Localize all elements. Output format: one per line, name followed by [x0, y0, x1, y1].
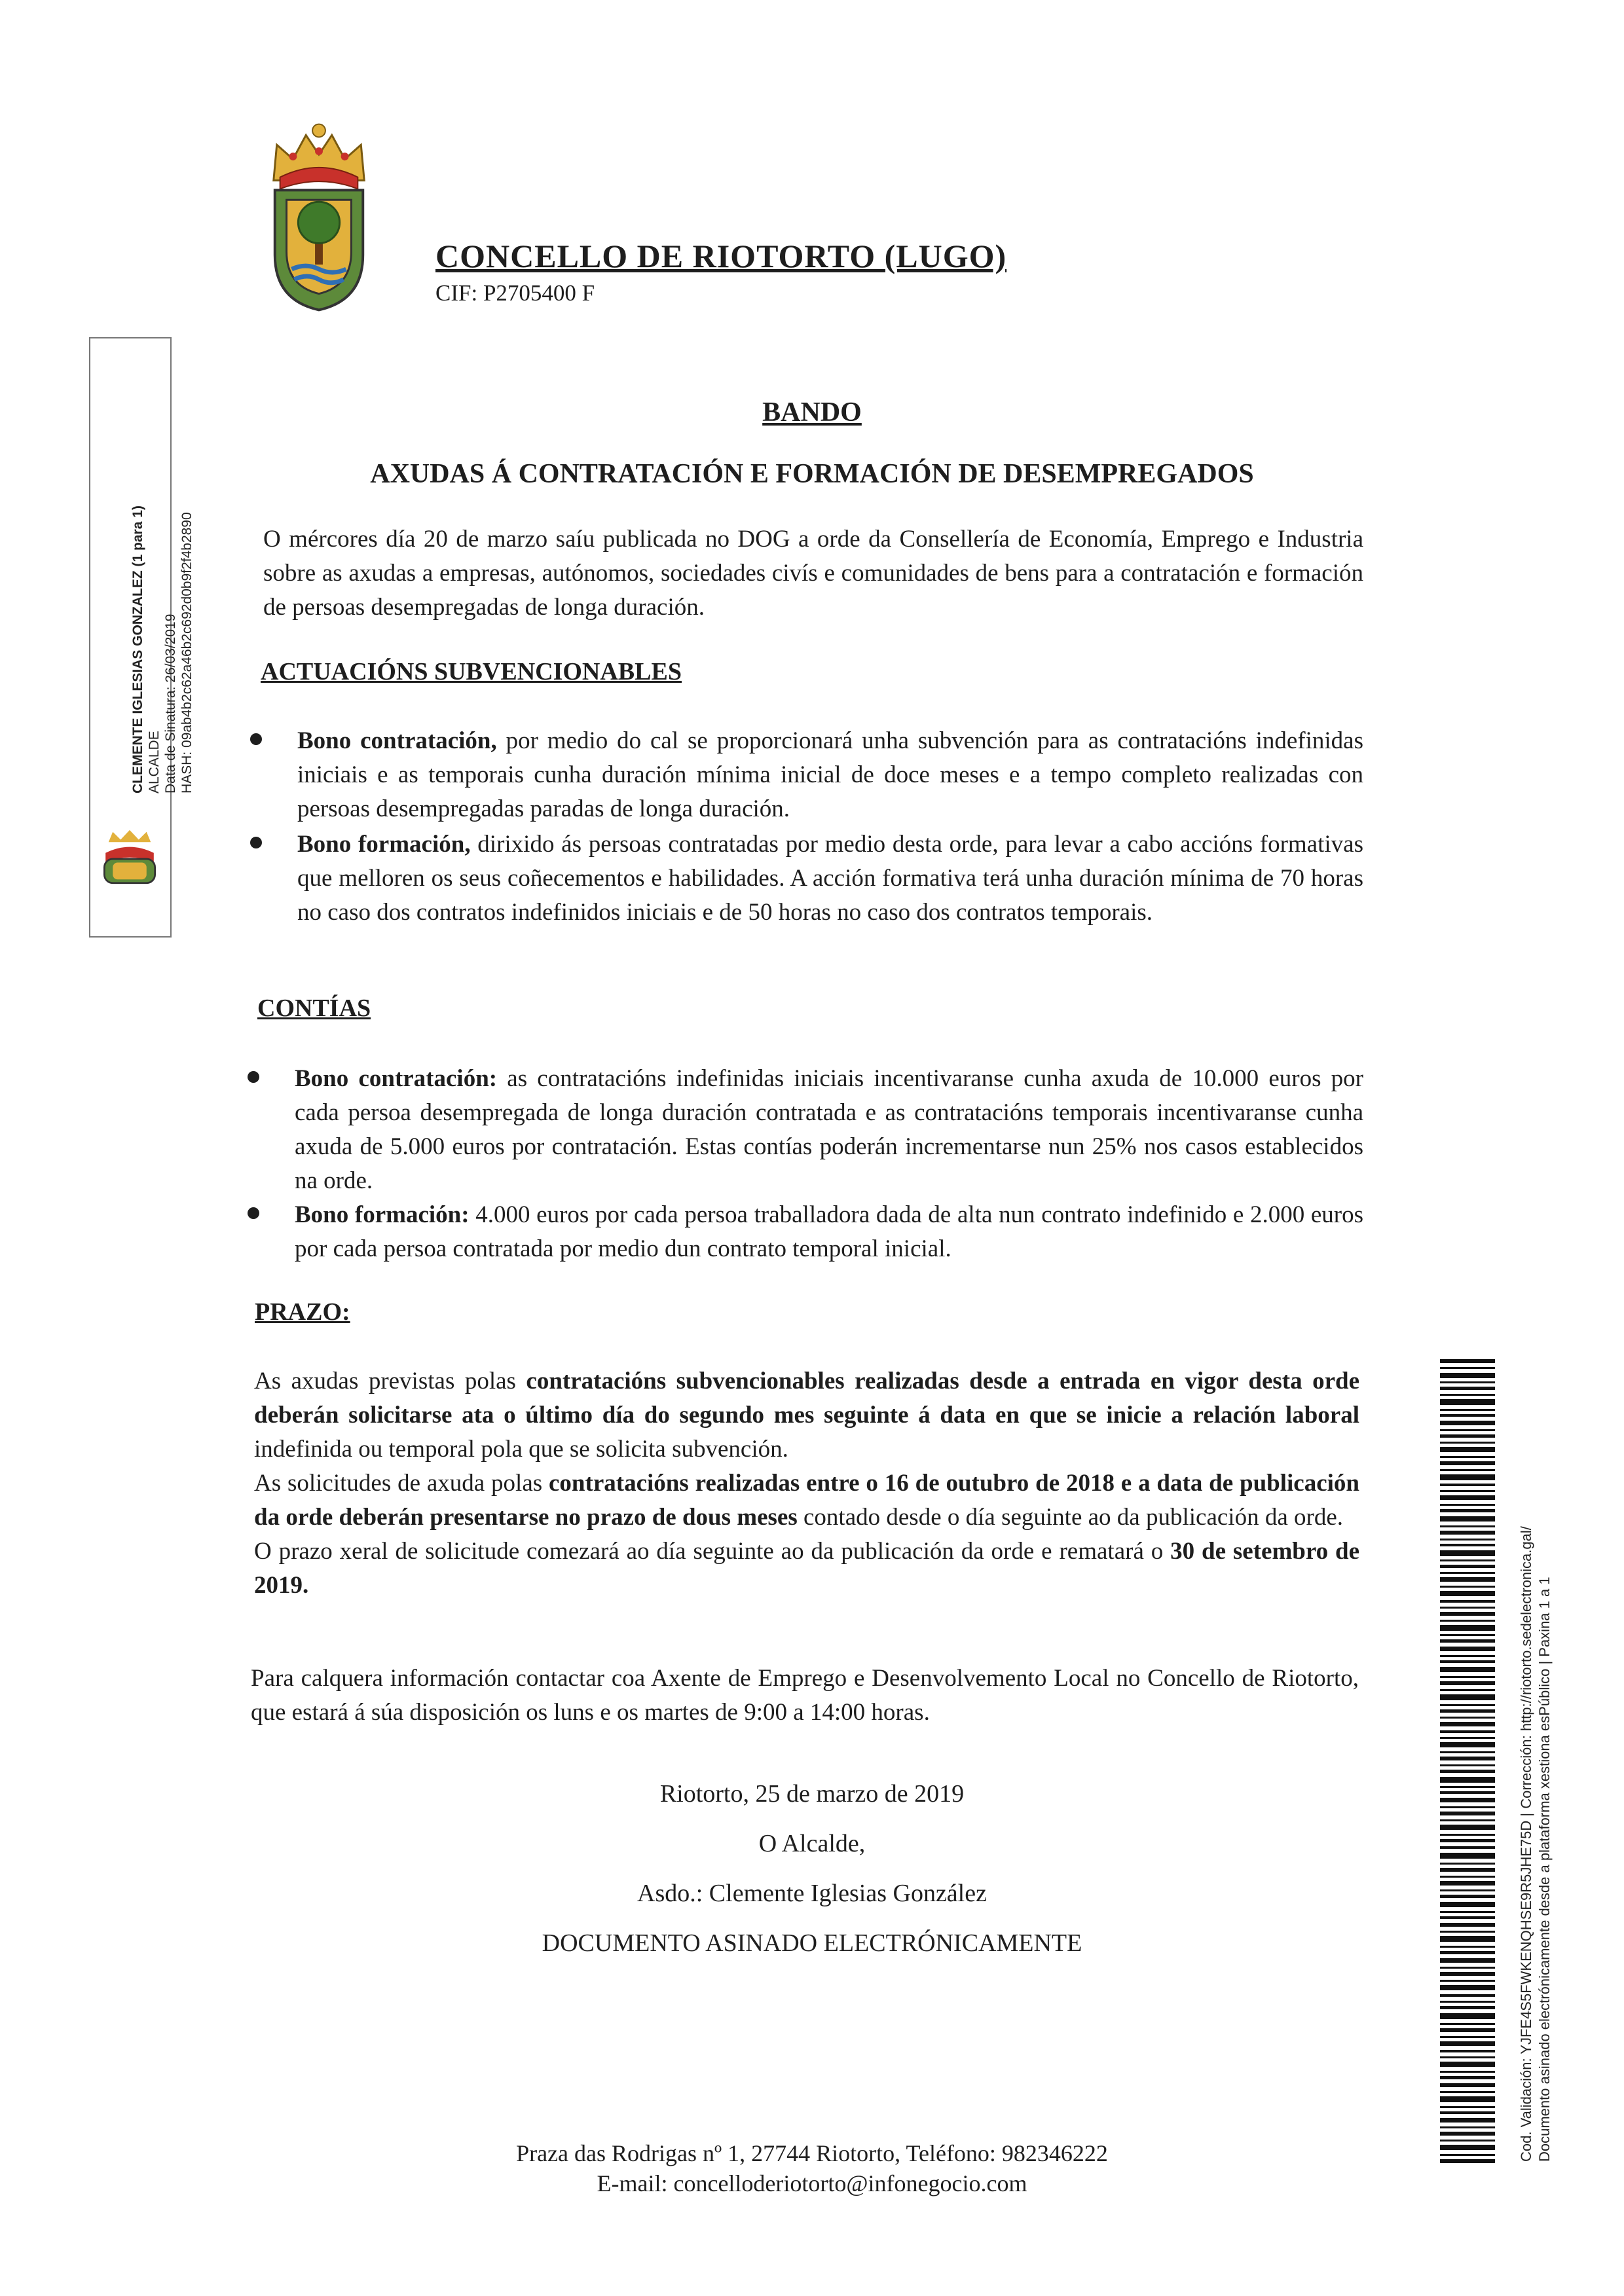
- validation-line-1: Cod. Validación: YJFE4S5FWKENQHSE9R5JHE75D | Corrección: http://riotorto.sedelectronica.gal/: [1518, 1526, 1534, 2162]
- prazo-text-part: contado desde o día seguinte ao da publicación da orde.: [797, 1504, 1343, 1531]
- prazo-paragraph: [254, 1364, 1359, 1467]
- signer-role: O Alcalde,: [758, 1830, 866, 1857]
- bullet-label: Bono formación:: [295, 1201, 470, 1228]
- stamp-signer: CLEMENTE IGLESIAS GONZALEZ (1 para 1): [130, 505, 145, 793]
- bullet-item: [248, 1198, 1363, 1266]
- bullet-text: [297, 828, 1363, 930]
- org-name: CONCELLO DE RIOTORTO (LUGO): [435, 238, 1007, 274]
- bullet-item: [250, 828, 1363, 930]
- bullet-item: [248, 1062, 1363, 1198]
- prazo-text-part: As solicitudes de axuda polas: [254, 1470, 549, 1497]
- bullet-dot: [248, 1071, 259, 1083]
- signer-name: Asdo.: Clemente Iglesias González: [637, 1880, 987, 1907]
- validation-text: [1517, 1526, 1554, 2162]
- bullet-dot: [248, 1207, 259, 1219]
- bullet-text: [295, 1062, 1363, 1198]
- bullet-body: as contratacións indefinidas iniciais incentivaranse cunha axuda de 10.000 euros por cada persoa desempregada de longa duración contratada e as contratacións temporais incentivaranse cunha axuda de 5.000 euros por contratación. Estas contías poderán incrementarse nun 25% nos casos establecidos na orde.: [295, 1065, 1363, 1194]
- place-date: Riotorto, 25 de marzo de 2019: [659, 1780, 965, 1808]
- bullet-body: por medio do cal se proporcionará unha subvención para as contratacións indefinidas iniciais e as temporais cunha duración mínima inicial de doce meses e a tempo completo realizadas con persoas desempregadas paradas de longa duración.: [297, 727, 1363, 822]
- bullet-item: [250, 724, 1363, 826]
- stamp-hash: HASH: 09ab4b2c62a46b2c692d0b9f2f4b2890: [179, 512, 194, 793]
- section-heading-actuacions: ACTUACIÓNS SUBVENCIONABLES: [261, 658, 682, 685]
- bullet-dot: [250, 733, 262, 745]
- bullet-label: Bono contratación,: [297, 727, 497, 754]
- section-heading-prazo: PRAZO:: [255, 1298, 350, 1326]
- prazo-text-part: As axudas previstas polas: [254, 1368, 526, 1394]
- bullet-text: [295, 1198, 1363, 1266]
- prazo-paragraph: [254, 1467, 1359, 1535]
- prazo-text: [254, 1364, 1359, 1603]
- prazo-text-bold: contratacións realizadas entre o 16 de outubro de 2018 e a data de publicación da orde deberán presentarse no prazo de dous meses: [254, 1470, 1360, 1531]
- prazo-text-part: indefinida ou temporal pola que se solicita subvención.: [254, 1436, 788, 1463]
- stamp-role: ALCALDE: [147, 731, 162, 793]
- coat-of-arms-icon: [261, 118, 377, 314]
- bullet-body: dirixido ás persoas contratadas por medio desta orde, para levar a cabo accións formativas que melloren os seus coñecementos e habilidades. A acción formativa terá unha duración mínima de 70 horas no caso dos contratos indefinidos iniciais e de 50 horas no caso dos contratos temporais.: [297, 831, 1363, 926]
- section-heading-contias: CONTÍAS: [257, 994, 371, 1022]
- contact-paragraph: Para calquera información contactar coa Axente de Emprego e Desenvolvemento Local no Concello de Riotorto, que estará á súa disposición os luns e os martes de 9:00 a 14:00 horas.: [251, 1665, 1359, 1726]
- footer-email: E-mail: concelloderiotorto@infonegocio.com: [597, 2170, 1027, 2196]
- signature-stamp-text: [130, 505, 195, 793]
- barcode-icon: [1440, 1359, 1495, 2163]
- org-cif: CIF: P2705400 F: [435, 280, 595, 306]
- prazo-text-bold: 30 de setembro de 2019.: [254, 1538, 1359, 1599]
- document-title: BANDO: [762, 397, 862, 428]
- electronic-signature-note: DOCUMENTO ASINADO ELECTRÓNICAMENTE: [542, 1929, 1082, 1957]
- stamp-date: Data de Sinatura: 26/03/2019: [163, 613, 178, 793]
- footer-address: Praza das Rodrigas nº 1, 27744 Riotorto, Teléfono: 982346222: [516, 2140, 1108, 2166]
- bullet-body: 4.000 euros por cada persoa traballadora dada de alta nun contrato indefinido e 2.000 euros por cada persoa contratada por medio dun contrato temporal inicial.: [295, 1201, 1363, 1262]
- bullet-dot: [250, 837, 262, 848]
- prazo-text-bold: contratacións subvencionables realizadas desde a entrada en vigor desta orde deberán solicitarse ata o último día do segundo mes seguinte á data en que se inicie a relación laboral: [254, 1368, 1359, 1429]
- prazo-paragraph: [254, 1535, 1359, 1603]
- intro-paragraph: O mércores día 20 de marzo saíu publicada no DOG a orde da Consellería de Economía, Emprego e Industria sobre as axudas a empresas, autónomos, sociedades civís e comunidades de bens para a contratación e formación de persoas desempregadas de longa duración.: [263, 526, 1363, 621]
- bullet-label: Bono formación,: [297, 831, 471, 858]
- validation-line-2: Documento asinado electrónicamente desde a plataforma xestiona esPúblico | Paxina 1 a 1: [1536, 1576, 1553, 2162]
- document-subtitle: AXUDAS Á CONTRATACIÓN E FORMACIÓN DE DESEMPREGADOS: [370, 459, 1254, 489]
- coat-of-arms-icon: [100, 829, 160, 889]
- bullet-label: Bono contratación:: [295, 1065, 498, 1092]
- prazo-text-part: O prazo xeral de solicitude comezará ao día seguinte ao da publicación da orde e rematará o: [254, 1538, 1171, 1565]
- bullet-text: [297, 724, 1363, 826]
